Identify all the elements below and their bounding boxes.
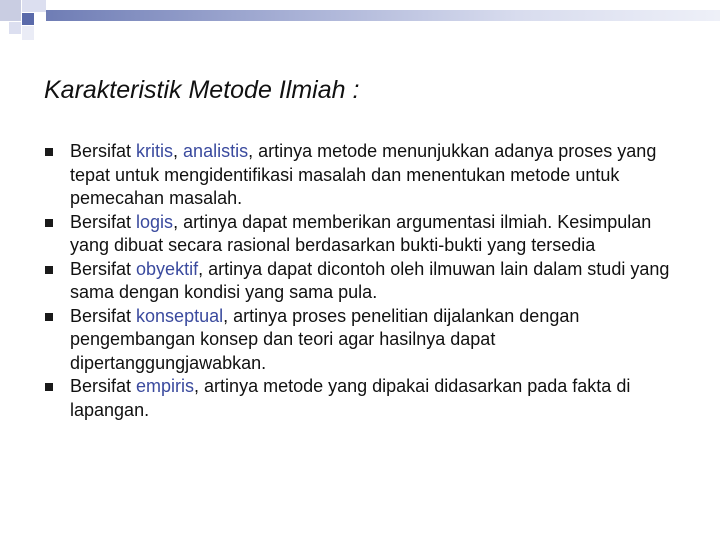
decorative-square <box>22 0 46 12</box>
square-bullet-icon <box>45 266 53 274</box>
decorative-square <box>22 26 34 40</box>
keyword-analistis: analistis <box>183 141 249 161</box>
square-bullet-icon <box>45 313 53 321</box>
bullet-description: , artinya metode menunjukkan adanya proses yang tepat untuk mengidentifikasi masalah dan menentukan metode untuk pemecahan masalah. <box>70 141 657 208</box>
slide-title: Karakteristik Metode Ilmiah : <box>44 76 360 104</box>
bullet-item-empiris <box>44 375 684 422</box>
bullet-description: , artinya dapat dicontoh oleh ilmuwan lain dalam studi yang sama dengan kondisi yang sama pula. <box>70 258 670 302</box>
bullet-separator: , <box>173 141 184 161</box>
decorative-square <box>0 0 21 21</box>
bullet-item-obyektif <box>44 258 684 305</box>
bullet-item-konseptual <box>44 305 684 376</box>
bullet-prefix: Bersifat <box>70 305 137 326</box>
top-gradient-bar <box>46 10 720 21</box>
decorative-square <box>22 13 34 25</box>
decorative-square <box>9 22 21 34</box>
bullet-prefix: Bersifat <box>70 141 137 161</box>
square-bullet-icon <box>45 148 53 156</box>
bullet-description: , artinya dapat memberikan argumentasi ilmiah. Kesimpulan yang dibuat secara rasional berdasarkan bukti-bukti yang tersedia <box>70 211 652 255</box>
keyword-obyektif: obyektif <box>136 258 199 279</box>
keyword-logis: logis <box>136 211 174 232</box>
keyword-kritis: kritis <box>136 141 174 161</box>
bullet-prefix: Bersifat <box>70 376 137 396</box>
bullet-prefix: Bersifat <box>70 211 137 232</box>
keyword-konseptual: konseptual <box>136 305 224 326</box>
bullet-item-kritis-analistis <box>44 140 684 211</box>
square-bullet-icon <box>45 219 53 227</box>
bullet-description: , artinya proses penelitian dijalankan dengan pengembangan konsep dan teori agar hasilnya dapat dipertanggungjawabkan. <box>70 305 580 373</box>
bullet-description: , artinya metode yang dipakai didasarkan pada fakta di lapangan. <box>70 376 631 420</box>
bullet-prefix: Bersifat <box>70 258 137 279</box>
bullet-item-logis <box>44 211 684 258</box>
square-bullet-icon <box>45 383 53 391</box>
bullet-list <box>44 140 684 422</box>
keyword-empiris: empiris <box>136 376 195 396</box>
